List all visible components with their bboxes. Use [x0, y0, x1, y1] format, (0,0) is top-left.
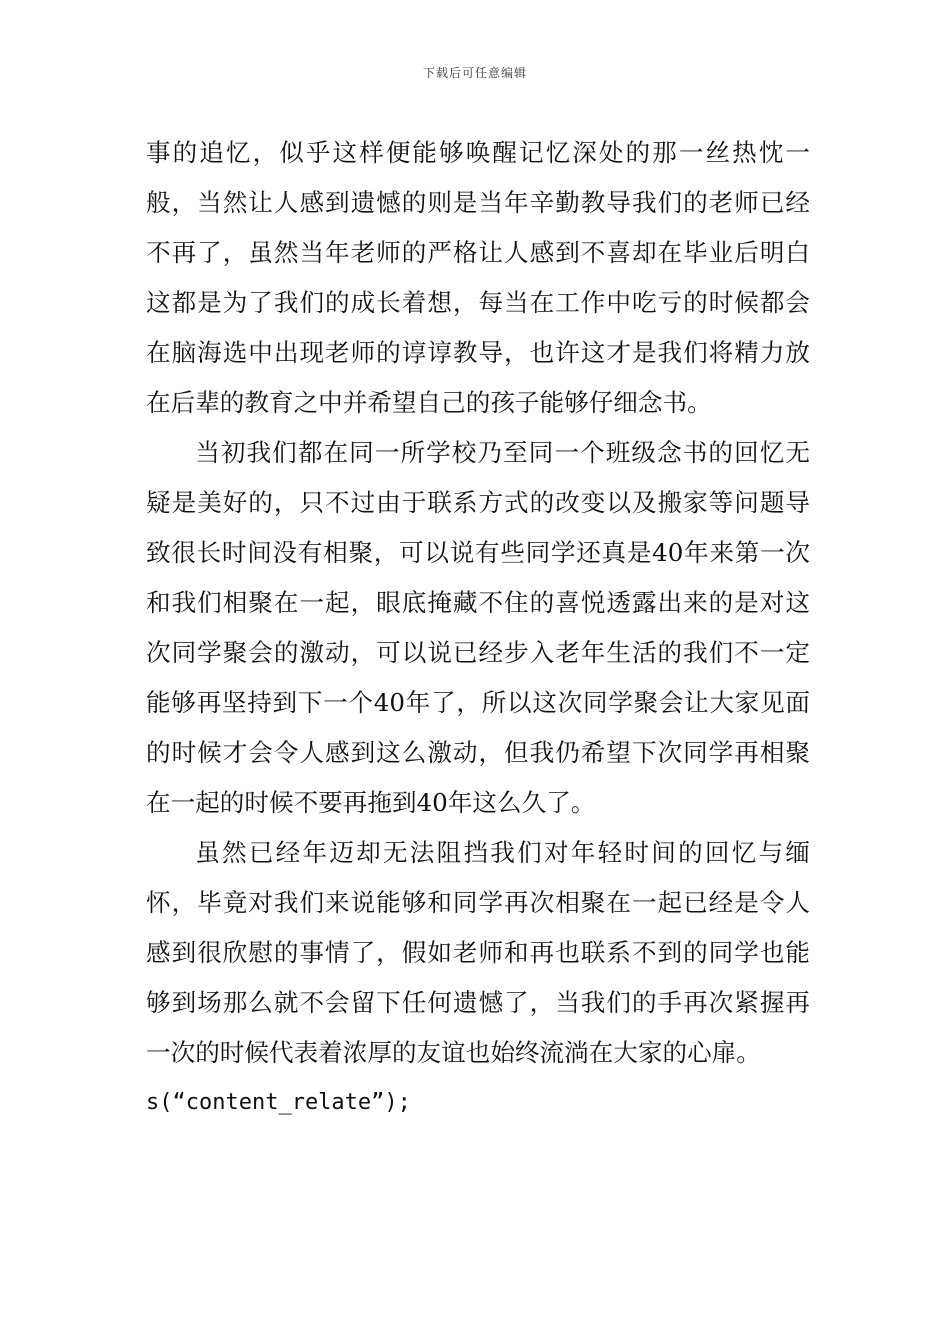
code-line: s(“content_relate”);	[146, 1090, 411, 1115]
page-header: 下载后可任意编辑	[422, 66, 527, 80]
paragraph: 事的追忆，似乎这样便能够唤醒记忆深处的那一丝热忱一般，当然让人感到遗憾的则是当年辛勤教导我们的老师已经不再了，虽然当年老师的严格让人感到不喜却在毕业后明白这都是为了我们的成长着想，每当在工作中吃亏的时候都会在脑海选中出现老师的谆谆教导，也许这才是我们将精力放在后辈的教育之中并希望自己的孩子能够仔细念书。	[146, 138, 810, 417]
paragraph: 虽然已经年迈却无法阻挡我们对年轻时间的回忆与缅怀，毕竟对我们来说能够和同学再次相聚在一起已经是令人感到很欣慰的事情了，假如老师和再也联系不到的同学也能够到场那么就不会留下任何遗憾了，当我们的手再次紧握再一次的时候代表着浓厚的友谊也始终流淌在大家的心扉。	[146, 838, 810, 1067]
paragraph: 当初我们都在同一所学校乃至同一个班级念书的回忆无疑是美好的，只不过由于联系方式的改变以及搬家等问题导致很长时间没有相聚，可以说有些同学还真是40年来第一次和我们相聚在一起，眼底掩藏不住的喜悦透露出来的是对这次同学聚会的激动，可以说已经步入老年生活的我们不一定能够再坚持到下一个40年了，所以这次同学聚会让大家见面的时候才会令人感到这么激动，但我仍希望下次同学再相聚在一起的时候不要再拖到40年这么久了。	[146, 438, 810, 817]
document-body	[146, 128, 810, 1128]
